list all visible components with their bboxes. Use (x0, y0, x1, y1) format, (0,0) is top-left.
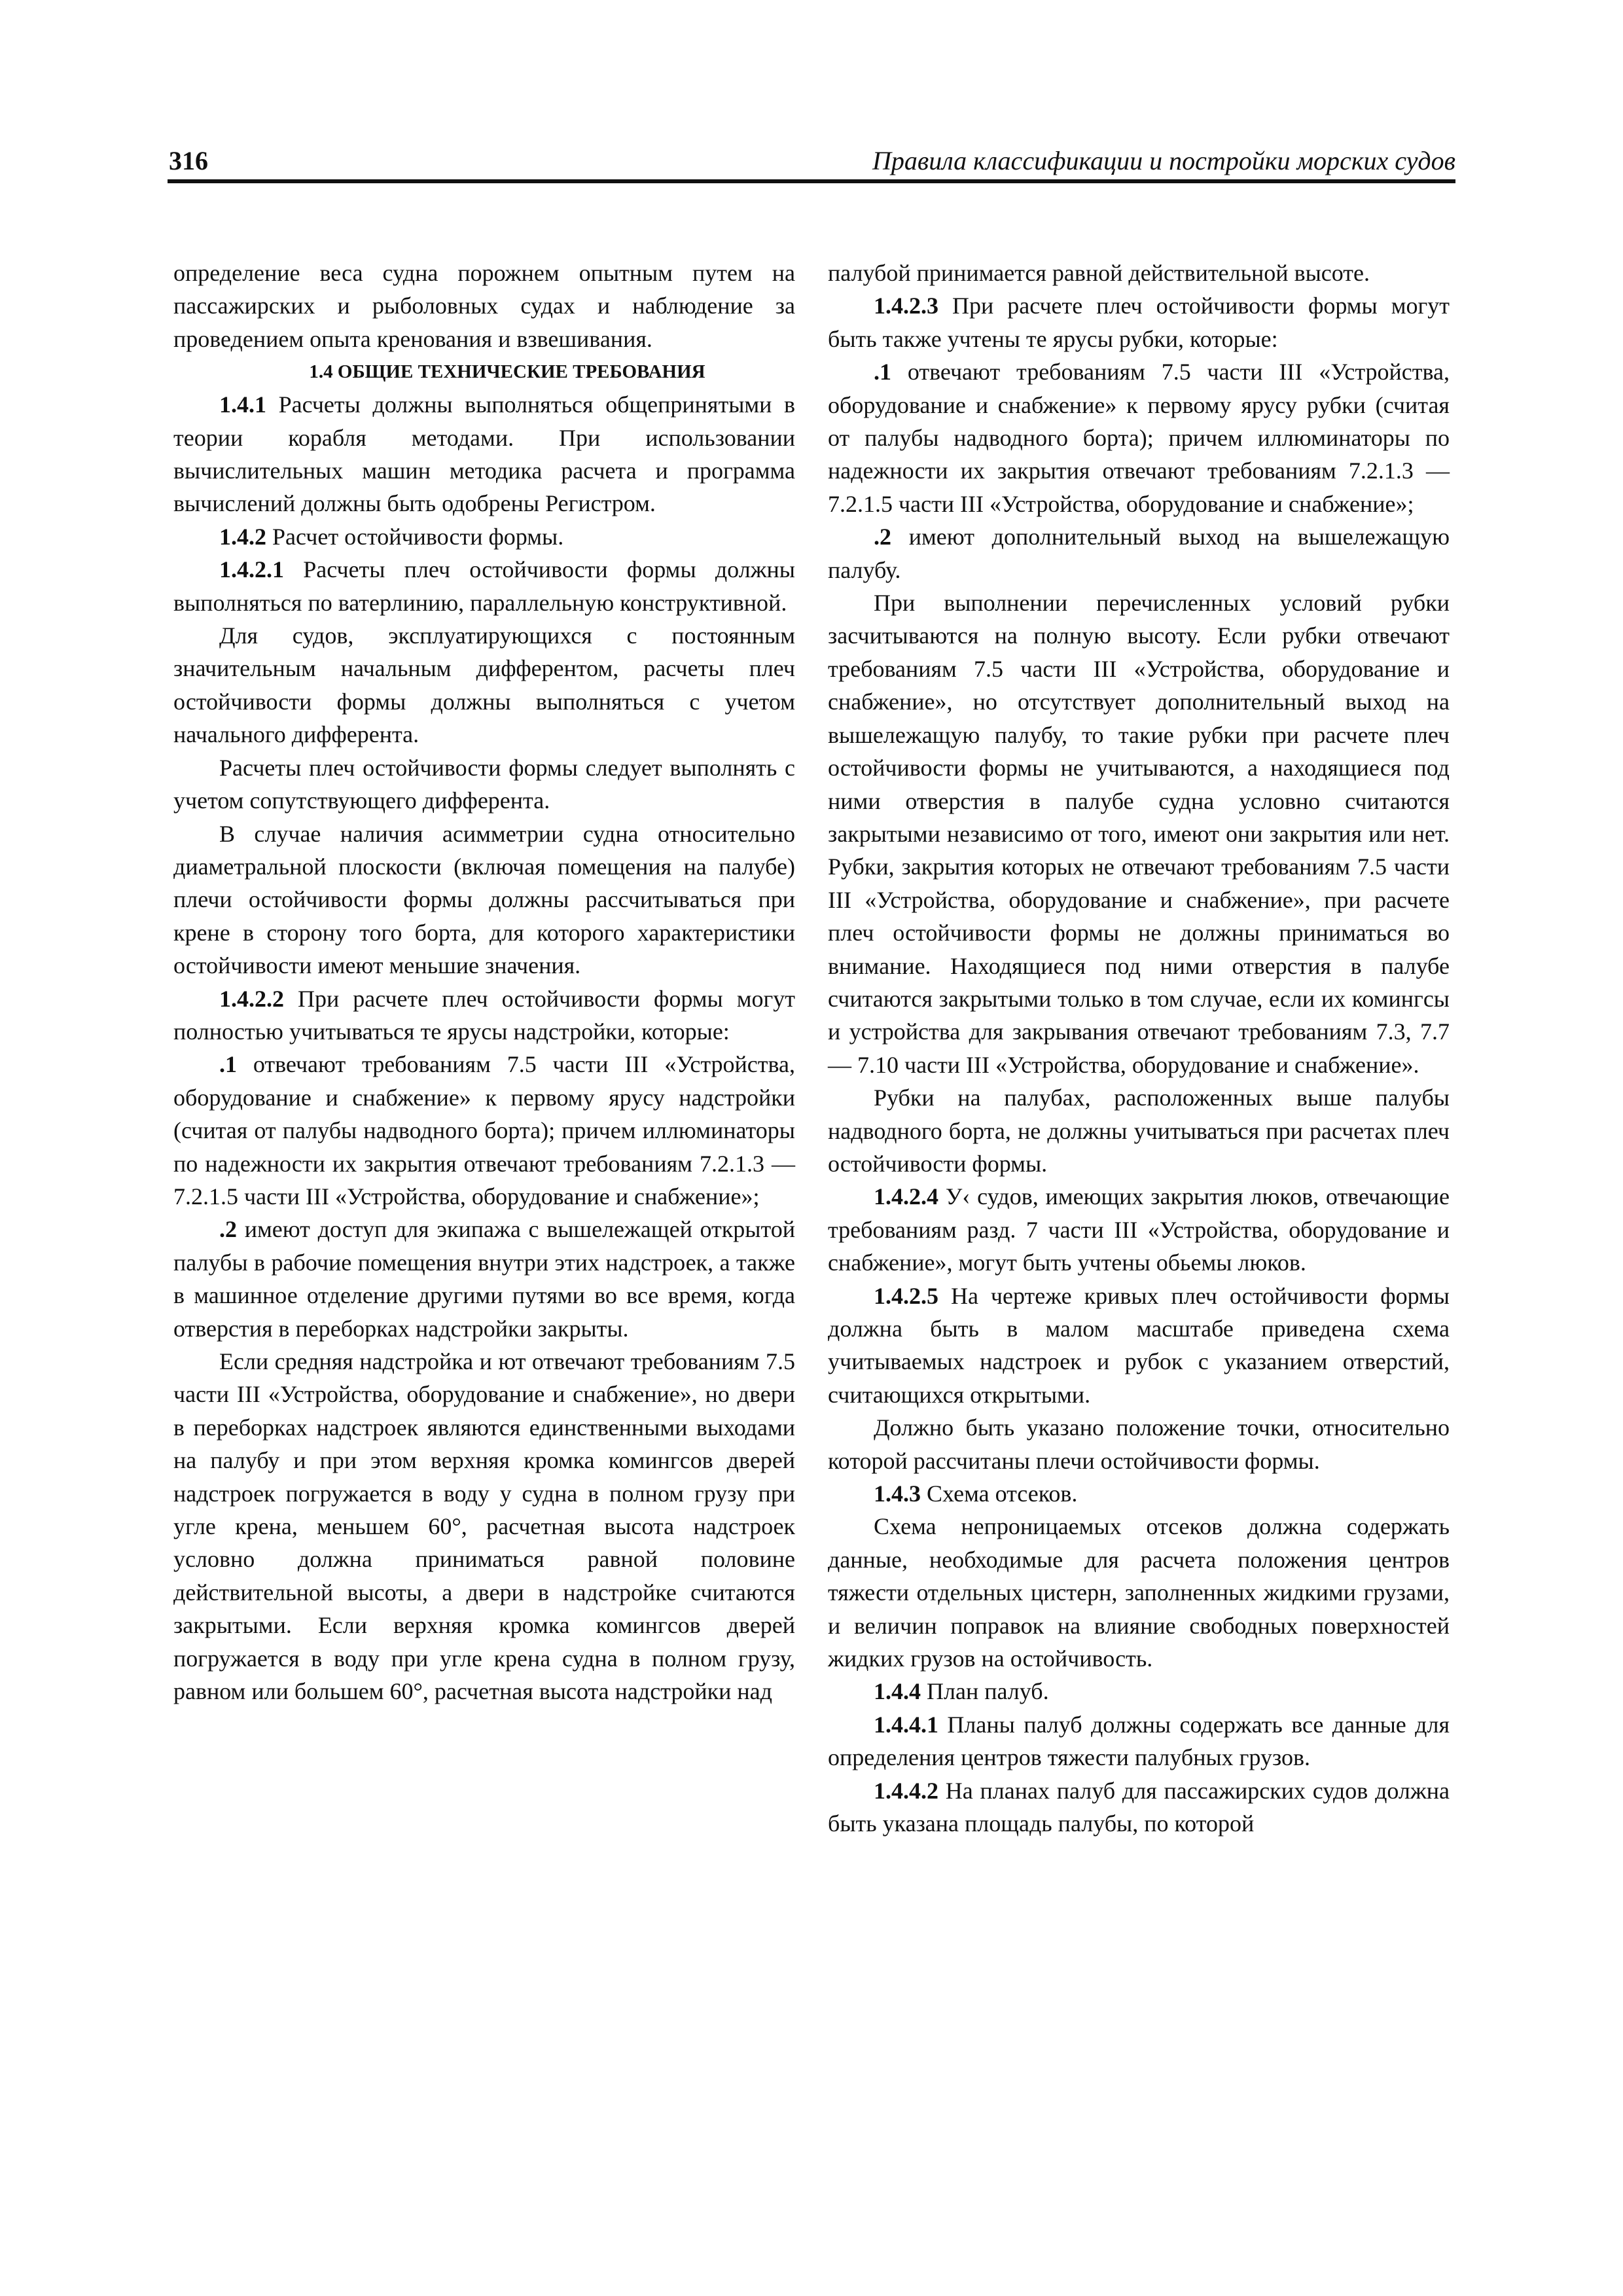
item-number: .2 (219, 1216, 237, 1243)
item-number: .1 (874, 359, 891, 386)
paragraph-1-4-2-2: 1.4.2.2 При расчете плеч остойчивости формы могут полностью учитываться те ярусы надстройки, которые: (173, 985, 795, 1045)
page-header (168, 141, 1455, 183)
paragraph-compartments: Схема непроницаемых отсеков должна содержать данные, необходимые для расчета положения центров тяжести отдельных цистерн, заполненных жидкими грузами, и величин поправок на влияние свободных поверхностей жидких грузов на остойчивость. (828, 1513, 1450, 1672)
clause-number: 1.4.4.1 (874, 1711, 938, 1738)
clause-number: 1.4.2.1 (219, 556, 284, 583)
clause-number: 1.4.2 (219, 523, 266, 550)
list-item-2: .2 имеют доступ для экипажа с вышележащей открытой палубы в рабочие помещения внутри этих надстроек, а также в машинное отделение другими путями во все время, когда отверстия в переборках надстройки закрыты. (173, 1216, 795, 1342)
clause-number: 1.4.4 (874, 1678, 921, 1705)
paragraph-middle-superstructure: Если средняя надстройка и ют отвечают требованиям 7.5 части III «Устройства, оборудование и снабжение», но двери в переборках надстроек являются единственными выходами на палубу и при этом верхняя кромка комингсов дверей надстроек погружается в воду у судна в полном грузу при угле крена, меньшем 60°, расчетная высота надстроек условно должна приниматься равной половине действительной высоты, а двери в надстройке считаются закрытыми. Если верхняя кромка комингсов дверей погружается в воду при угле крена судна в полном грузу, равном или большем 60°, расчетная высота надстройки над (173, 1348, 795, 1705)
paragraph-deckhouses: При выполнении перечисленных условий рубки засчитываются на полную высоту. Если рубки отвечают требованиям 7.5 части III «Устройства, оборудование и снабжение», но отсутствует дополнительный выход на вышележащую палубу, то такие рубки при расчете плеч остойчивости формы не учитываются, а находящиеся под ними отверстия в палубе судна условно считаются закрытыми независимо от того, имеют они закрытия или нет. Рубки, закрытия которых не отвечают требованиям 7.5 части III «Устройства, оборудование и снабжение», при расчете плеч остойчивости формы не должны приниматься во внимание. Находящиеся под ними отверстия в палубе считаются закрытыми только в том случае, если их комингсы и устройства для закрывания отвечают требованиям 7.3, 7.7 — 7.10 части III «Устройства, оборудование и снабжение». (828, 590, 1450, 1078)
item-number: .2 (874, 524, 891, 550)
clause-number: 1.4.4.2 (874, 1777, 938, 1804)
paragraph-reference-point: Должно быть указано положение точки, относительно которой рассчитаны плечи остойчивости формы. (828, 1414, 1450, 1474)
clause-number: 1.4.2.5 (874, 1282, 938, 1309)
paragraph-continued: определение веса судна порожнем опытным путем на пассажирских и рыболовных судах и наблюдение за проведением опыта кренования и взвешивания. (173, 260, 795, 352)
paragraph-accompanying-trim: Расчеты плеч остойчивости формы следует выполнять с учетом сопутствующего дифферента. (173, 754, 795, 814)
paragraph-1-4-2: 1.4.2 Расчет остойчивости формы. (219, 523, 564, 550)
paragraph-1-4-4: 1.4.4 План палуб. (874, 1678, 1049, 1705)
paragraph-1-4-2-3: 1.4.2.3 При расчете плеч остойчивости формы могут быть также учтены те ярусы рубки, которые: (828, 293, 1450, 352)
left-column (173, 257, 795, 1708)
paragraph-initial-trim: Для судов, эксплуатирующихся с постоянным значительным начальным дифферентом, расчеты плеч остойчивости формы должны выполняться с учетом начального дифферента. (173, 622, 795, 748)
clause-number: 1.4.2.3 (874, 293, 938, 319)
paragraph-1-4-4-1: 1.4.4.1 Планы палуб должны содержать все данные для определения центров тяжести палубных грузов. (828, 1711, 1450, 1771)
paragraph-1-4-3: 1.4.3 Схема отсеков. (874, 1480, 1078, 1507)
list-item-1: .1 отвечают требованиям 7.5 части III «Устройства, оборудование и снабжение» к первому ярусу надстройки (считая от палубы надводного борта); причем иллюминаторы по надежности их закрытия отвечают требованиям 7.2.1.3 — 7.2.1.5 части III «Устройства, оборудование и снабжение»; (173, 1051, 795, 1210)
paragraph-upper-decks: Рубки на палубах, расположенных выше палубы надводного борта, не должны учитываться при расчетах плеч остойчивости формы. (828, 1085, 1450, 1177)
running-title: Правила классификации и постройки морских судов (872, 146, 1455, 175)
clause-number: 1.4.1 (219, 391, 266, 418)
paragraph-1-4-2-4: 1.4.2.4 У‹ судов, имеющих закрытия люков, отвечающие требованиям разд. 7 части III «Устройства, оборудование и снабжение», могут быть учтены обьемы люков. (828, 1183, 1450, 1276)
paragraph-asymmetry: В случае наличия асимметрии судна относительно диаметральной плоскости (включая помещения на палубе) плечи остойчивости формы должны рассчитываться при крене в сторону того борта, для которого характеристики остойчивости имеют меньшие значения. (173, 820, 795, 979)
clause-number: 1.4.3 (874, 1480, 921, 1507)
paragraph-continued: палубой принимается равной действительной высоте. (828, 260, 1370, 286)
paragraph-1-4-2-1: 1.4.2.1 Расчеты плеч остойчивости формы должны выполняться по ватерлинию, параллельную конструктивной. (173, 556, 795, 616)
clause-number: 1.4.2.4 (874, 1183, 938, 1210)
list-item-2: .2 имеют дополнительный выход на вышележащую палубу. (828, 524, 1450, 583)
paragraph-1-4-1: 1.4.1 Расчеты должны выполняться общепринятыми в теории корабля методами. При использовании вычислительных машин методика расчета и программа вычислений должны быть одобрены Регистром. (173, 391, 795, 517)
item-number: .1 (219, 1051, 237, 1078)
paragraph-1-4-4-2: 1.4.4.2 На планах палуб для пассажирских судов должна быть указана площадь палубы, по которой (828, 1777, 1450, 1837)
clause-number: 1.4.2.2 (219, 985, 284, 1012)
list-item-1: .1 отвечают требованиям 7.5 части III «Устройства, оборудование и снабжение» к первому ярусу рубки (считая от палубы надводного борта); причем иллюминаторы по надежности их закрытия отвечают требованиям 7.2.1.3 — 7.2.1.5 части III «Устройства, оборудование и снабжение»; (828, 359, 1450, 517)
page-number: 316 (169, 146, 208, 175)
right-column (828, 257, 1450, 1840)
paragraph-1-4-2-5: 1.4.2.5 На чертеже кривых плеч остойчивости формы должна быть в малом масштабе приведена схема учитываемых надстроек и рубок с указанием отверстий, считающихся открытыми. (828, 1282, 1450, 1408)
section-heading: 1.4 ОБЩИЕ ТЕХНИЧЕСКИЕ ТРЕБОВАНИЯ (309, 361, 705, 383)
